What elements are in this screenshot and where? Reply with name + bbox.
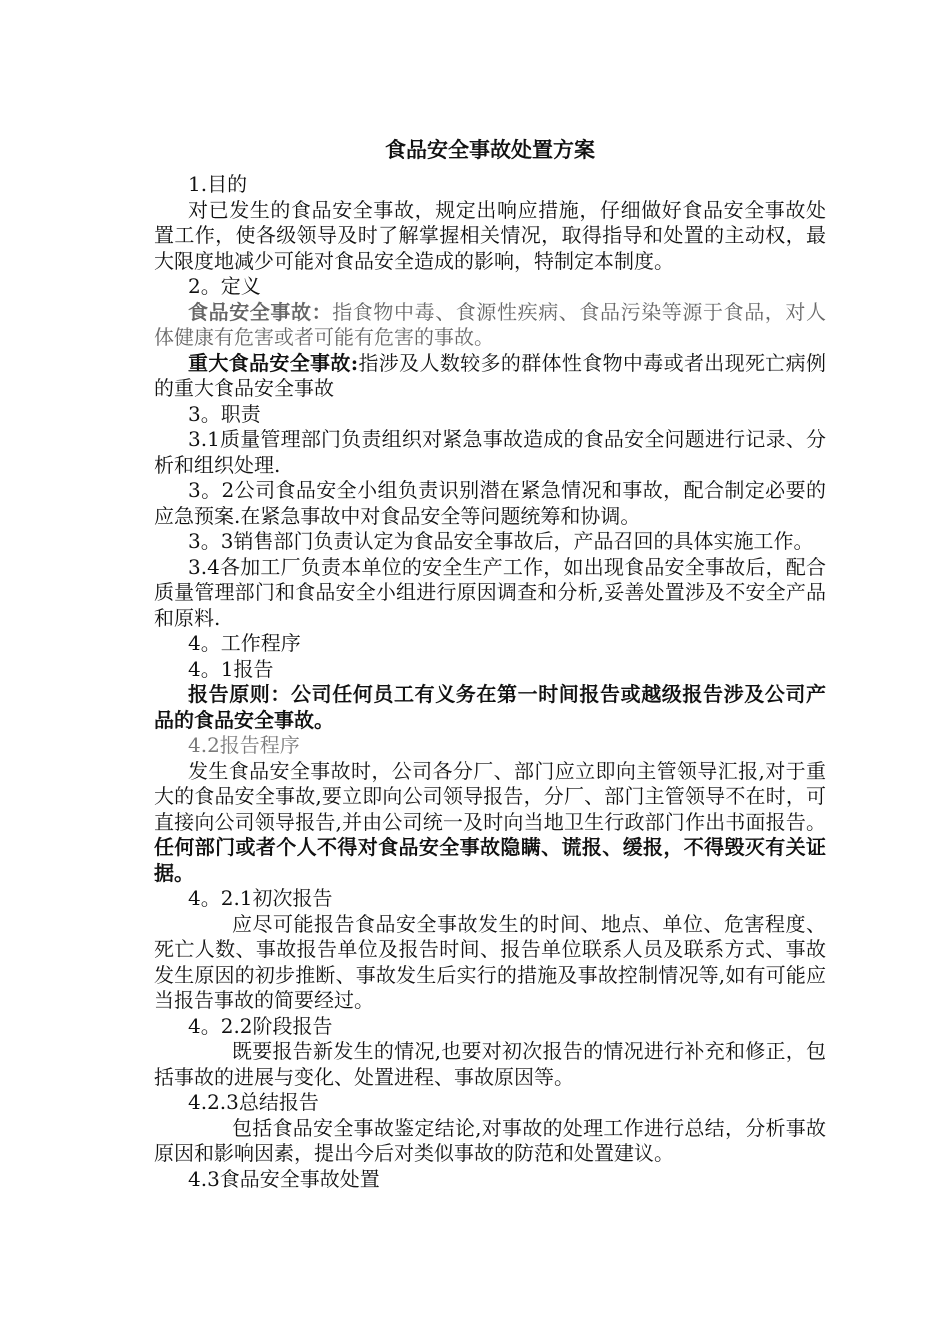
section-4-2-3-heading: 4.2.3总结报告: [188, 1090, 319, 1114]
section-2-heading: 2。定义: [188, 274, 261, 298]
section-4-2-3-body: 包括食品安全事故鉴定结论,对事故的处理工作进行总结，分析事故原因和影响因素，提出今后对类似事故的防范和处置建议。: [154, 1115, 826, 1165]
section-4-2-2-heading: 4。2.2阶段报告: [188, 1013, 333, 1038]
section-3-2: 3。2公司食品安全小组负责识别潜在紧急情况和事故，配合制定必要的应急预案.在紧急事故中对食品安全等问题统筹和协调。: [154, 478, 826, 528]
section-1-heading: 1.目的: [188, 172, 248, 196]
document-page: [154, 132, 826, 1192]
definition-1-term: 食品安全事故：: [188, 299, 333, 324]
definition-2: [154, 351, 826, 402]
definition-1: [154, 300, 826, 351]
section-4-2-1-body: 应尽可能报告食品安全事故发生的时间、地点、单位、危害程度、死亡人数、事故报告单位及报告时间、报告单位联系人员及联系方式、事故发生原因的初步推断、事故发生后实行的措施及事故控制情况等,如有可能应当报告事故的简要经过。: [154, 911, 826, 1012]
section-4-2-1-heading: 4。2.1初次报告: [188, 886, 333, 910]
section-3-heading: 3。职责: [188, 401, 261, 426]
section-4-heading: 4。工作程序: [188, 631, 301, 655]
report-principle: 报告原则：公司任何员工有义务在第一时间报告或越级报告涉及公司产品的食品安全事故。: [154, 682, 826, 732]
document-title: 食品安全事故处置方案: [385, 138, 595, 162]
section-1-body: 对已发生的食品安全事故，规定出响应措施，仔细做好食品安全事故处置工作，使各级领导及时了解掌握相关情况，取得指导和处置的主动权，最大限度地减少可能对食品安全造成的影响，特制定本制度。: [154, 197, 826, 273]
section-4-2-heading: 4.2报告程序: [188, 733, 300, 757]
section-4-2-text: 发生食品安全事故时，公司各分厂、部门应立即向主管领导汇报,对于重大的食品安全事故,要立即向公司领导报告，分厂、部门主管领导不在时，可直接向公司领导报告,并由公司统一及时向当地卫生行政部门作出书面报告。: [154, 758, 826, 834]
definition-1-text: 指食物中毒、食源性疾病、食品污染等源于食品，对人体健康有危害或者可能有危害的事故。: [154, 299, 827, 349]
section-4-1-heading: 4。1报告: [188, 656, 274, 681]
section-3-4: 3.4各加工厂负责本单位的安全生产工作，如出现食品安全事故后，配合质量管理部门和食品安全小组进行原因调查和分析,妥善处置涉及不安全产品和原料.: [154, 554, 826, 630]
definition-2-text: 指涉及人数较多的群体性食物中毒或者出现死亡病例的重大食品安全事故: [154, 350, 826, 400]
section-4-2-body: [154, 759, 826, 887]
section-4-3-heading: 4.3食品安全事故处置: [188, 1166, 380, 1191]
section-4-2-bold-text: 任何部门或者个人不得对食品安全事故隐瞒、谎报、缓报，不得毁灭有关证据。: [154, 835, 826, 885]
section-3-1: 3.1质量管理部门负责组织对紧急事故造成的食品安全问题进行记录、分析和组织处理.: [154, 427, 826, 477]
section-4-2-2-body: 既要报告新发生的情况,也要对初次报告的情况进行补充和修正，包括事故的进展与变化、处置进程、事故原因等。: [154, 1039, 826, 1089]
section-3-3: 3。3销售部门负责认定为食品安全事故后，产品召回的具体实施工作。: [188, 529, 814, 553]
definition-2-term: 重大食品安全事故:: [188, 350, 359, 375]
